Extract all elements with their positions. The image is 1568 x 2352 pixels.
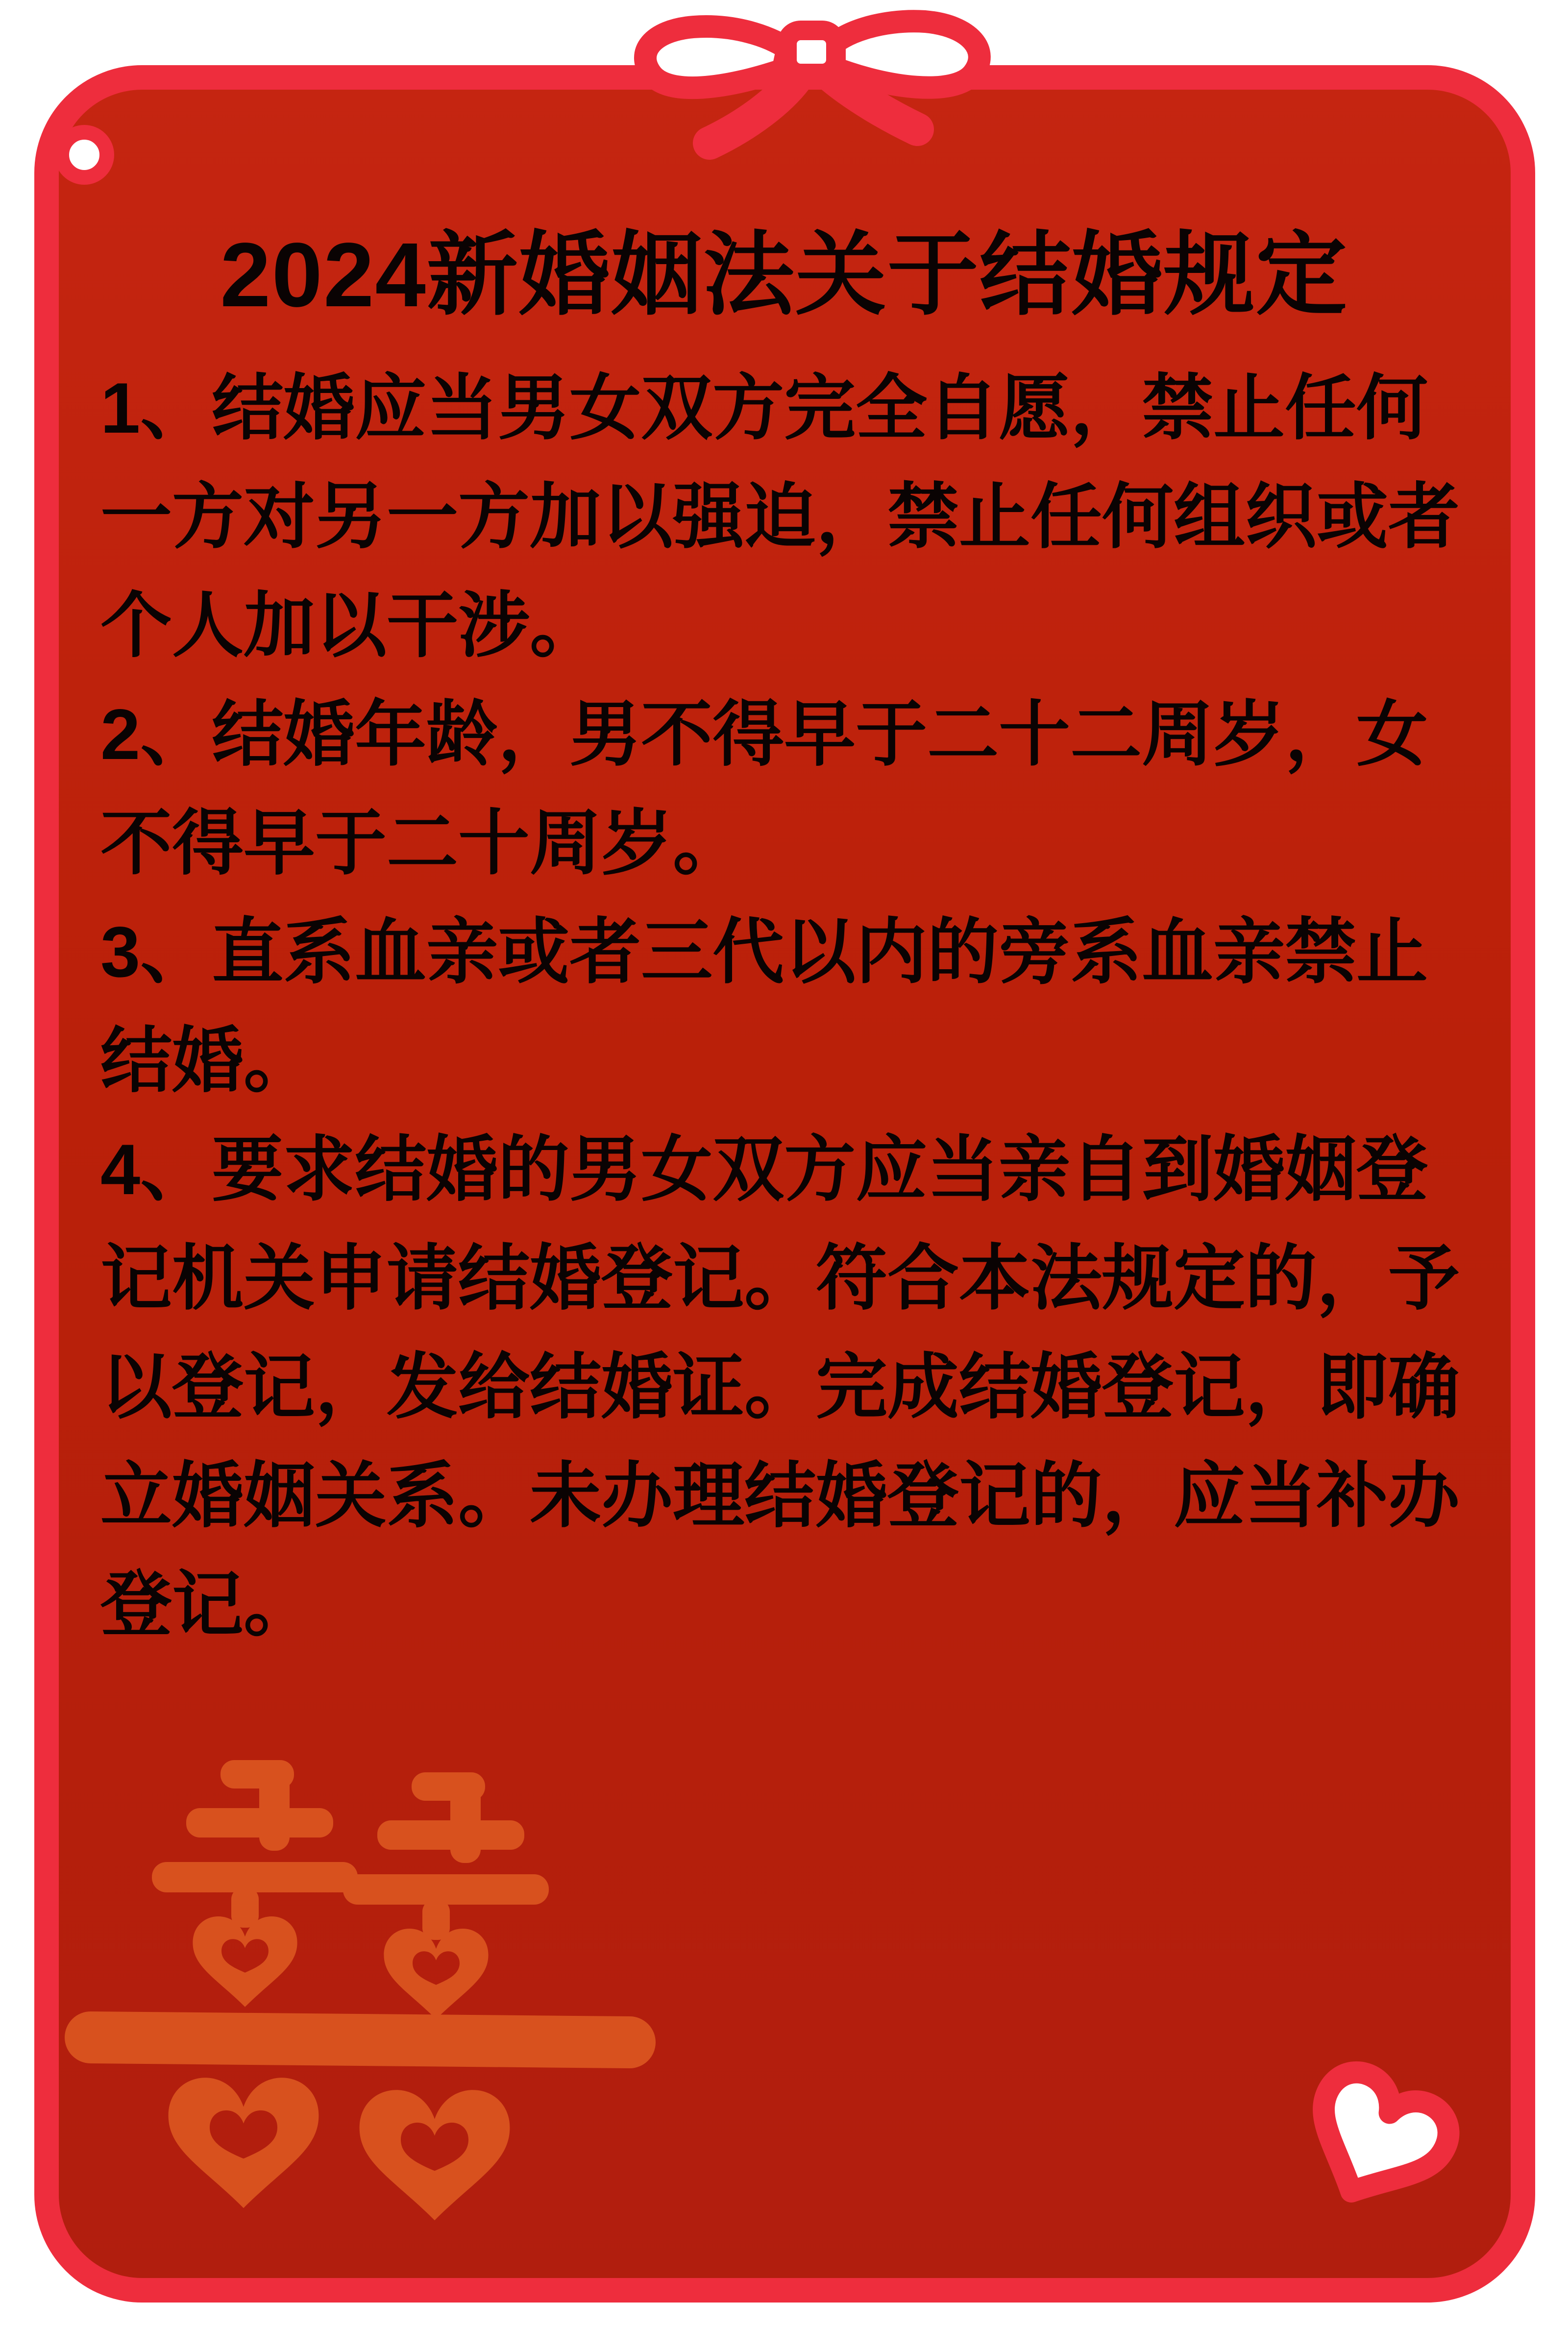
regulation-item-1: 1、结婚应当男女双方完全自愿，禁止任何一方对另一方加以强迫，禁止任何组织或者个人加以干涉。 xyxy=(100,368,1460,665)
regulation-item-4: 4、要求结婚的男女双方应当亲自到婚姻登记机关申请结婚登记。符合本法规定的，予以登记，发给结婚证。完成结婚登记，即确立婚姻关系。未办理结婚登记的，应当补办登记。 xyxy=(100,1129,1460,1644)
regulation-item-2: 2、结婚年龄，男不得早于二十二周岁，女不得早于二十周岁。 xyxy=(100,694,1428,883)
regulations-text xyxy=(100,354,1472,1659)
regulation-item-3: 3、直系血亲或者三代以内的旁系血亲禁止结婚。 xyxy=(100,912,1428,1101)
page-title: 2024新婚姻法关于结婚规定 xyxy=(220,224,1348,326)
corner-curl-icon xyxy=(62,132,107,177)
